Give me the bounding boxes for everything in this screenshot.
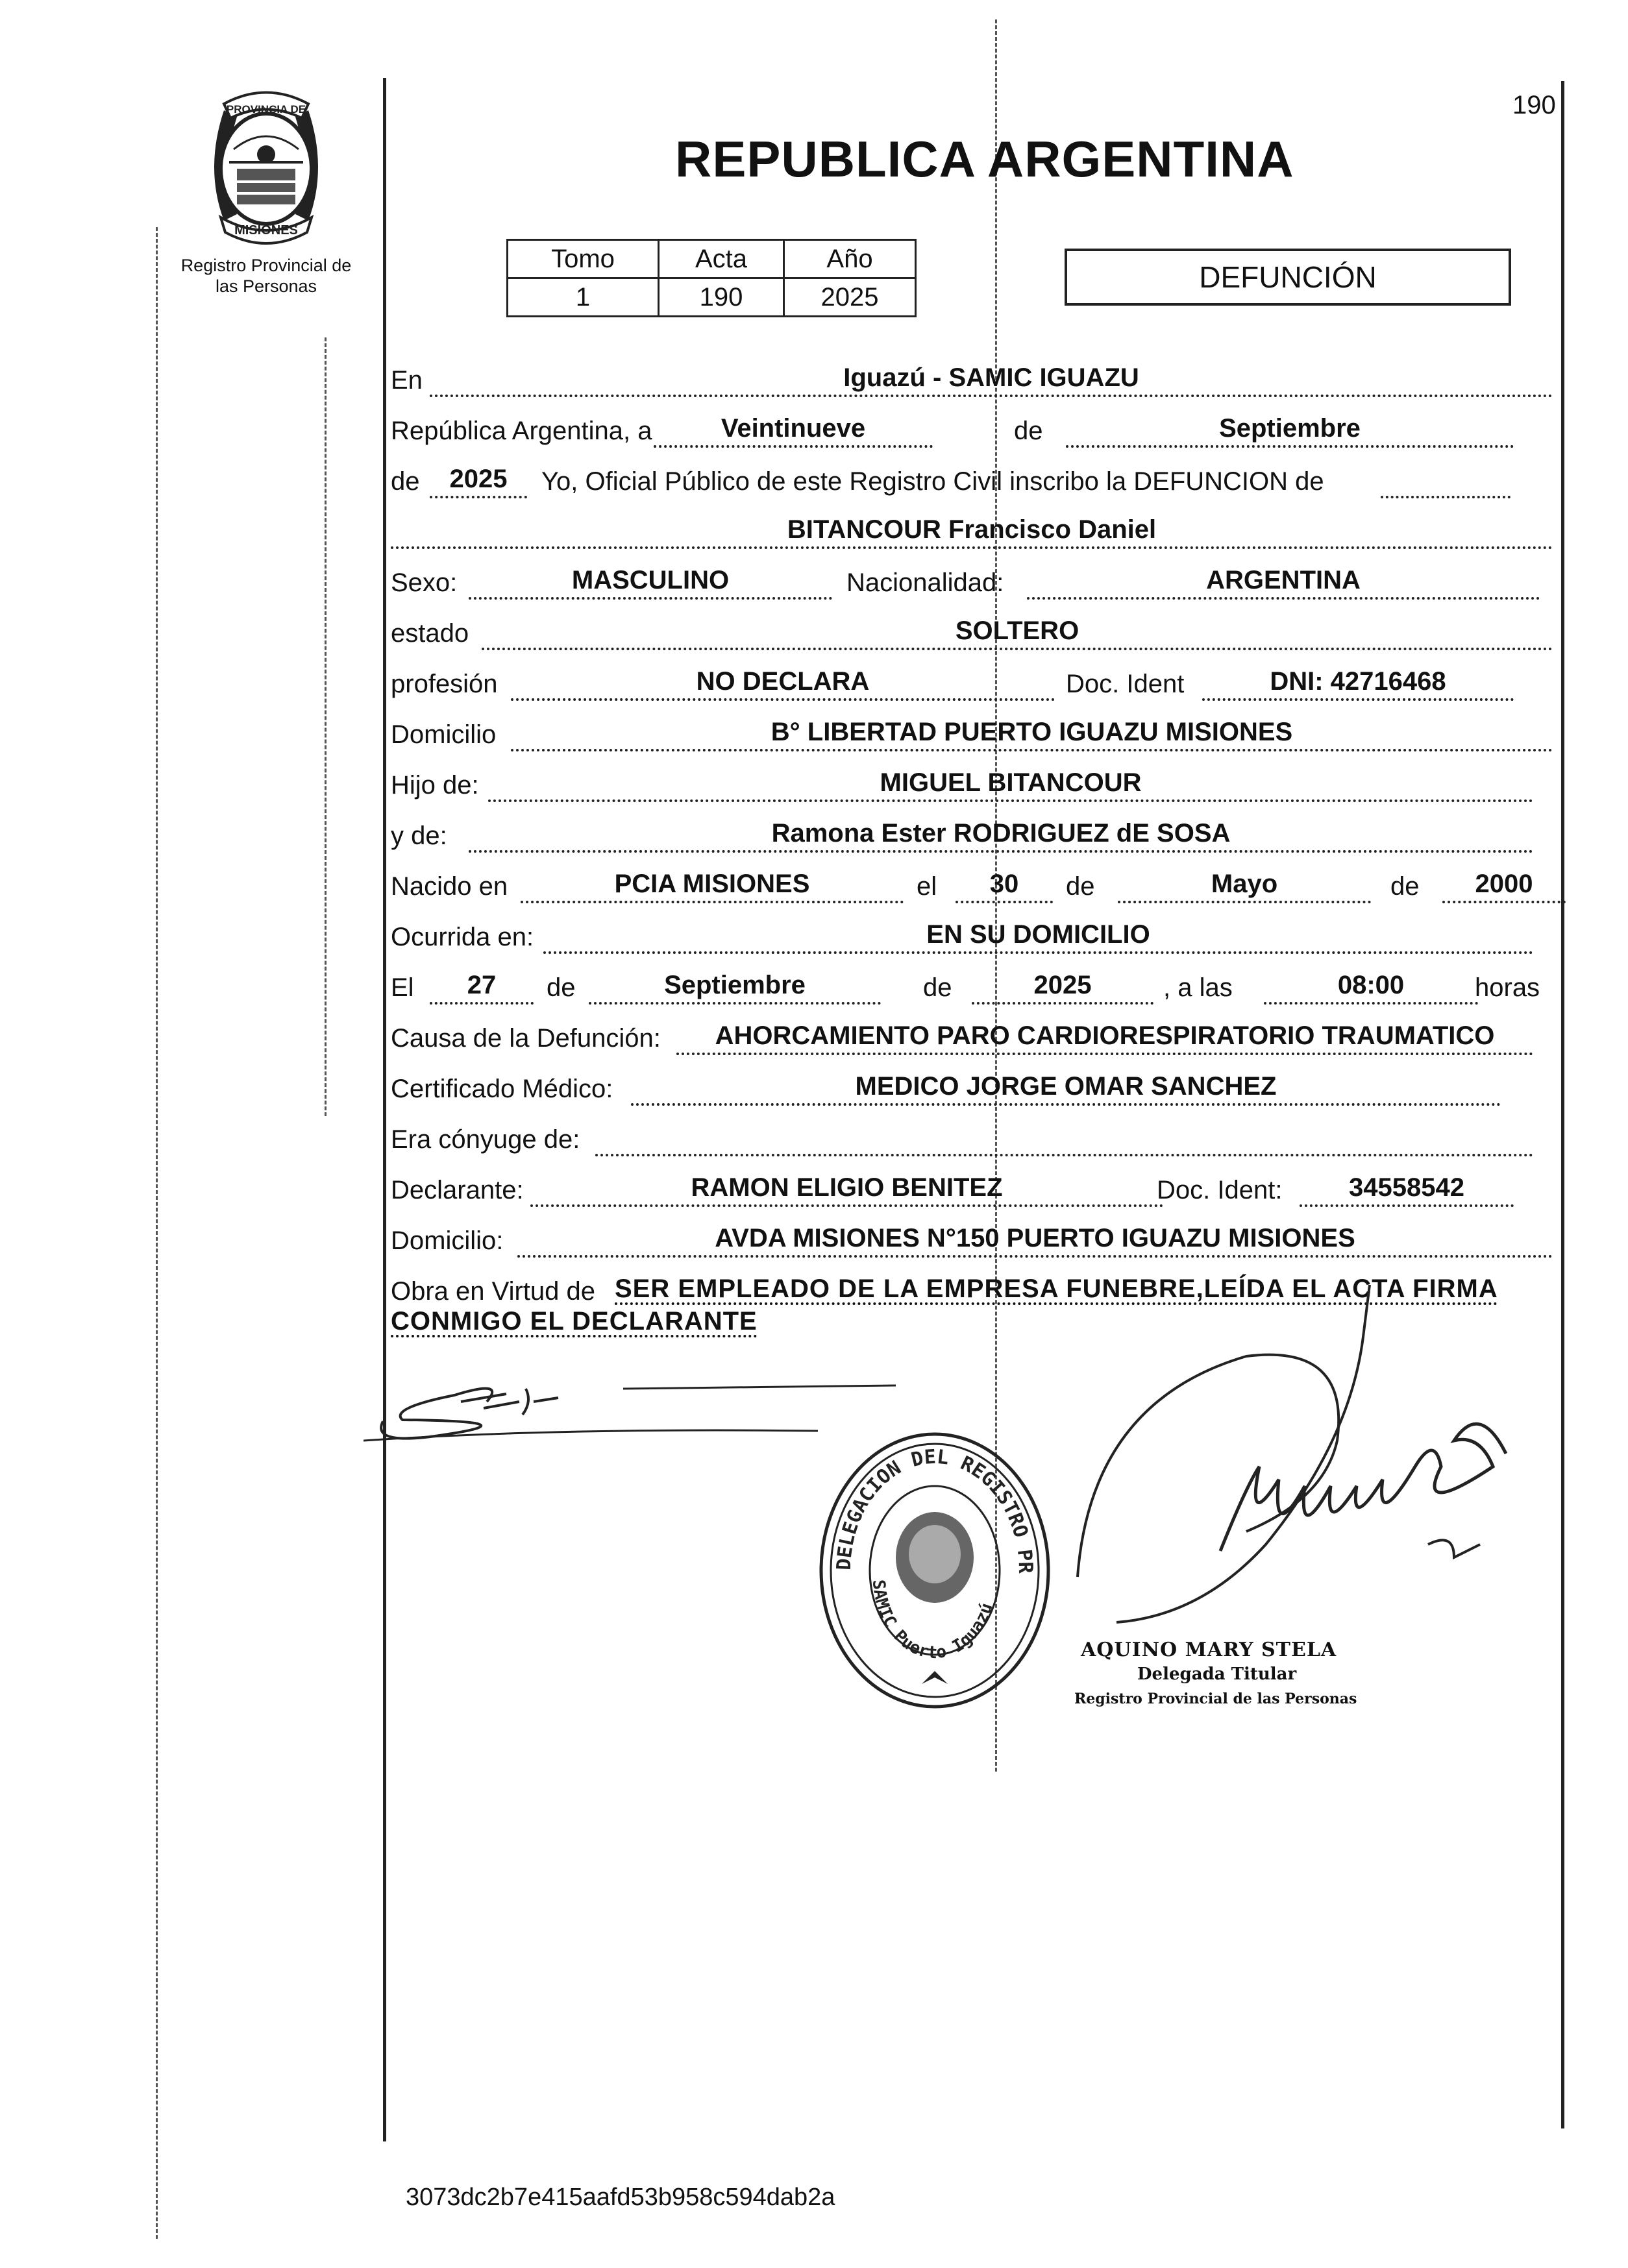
column-header-ano: Año (784, 240, 916, 278)
domicilio-value: B° LIBERTAD PUERTO IGUAZU MISIONES (511, 713, 1553, 751)
de-birth-year-label: de (1390, 872, 1420, 901)
row-inscribo (391, 457, 1553, 502)
doc-ident-label: Doc. Ident (1066, 670, 1185, 698)
row-sexo (391, 558, 1553, 604)
hijo-value: MIGUEL BITANCOUR (488, 763, 1533, 802)
row-nacido (391, 862, 1553, 907)
profesion-label: profesión (391, 670, 498, 698)
de-year-label: de (391, 467, 420, 496)
emblem-lettering-bottom: MISIONES (234, 223, 298, 238)
death-time: 08:00 (1264, 966, 1478, 1005)
official-role: Delegada Titular (1137, 1664, 1297, 1684)
certificado-label: Certificado Médico: (391, 1075, 613, 1103)
death-day: 27 (430, 966, 534, 1005)
domicilio-label: Domicilio (391, 720, 497, 749)
de-label: de (1014, 417, 1043, 445)
republica-label: República Argentina, a (391, 417, 652, 445)
sexo-label: Sexo: (391, 568, 458, 597)
el-label: el (917, 872, 937, 901)
row-conyuge (391, 1115, 1553, 1160)
certificado-value: MEDICO JORGE OMAR SANCHEZ (631, 1067, 1501, 1106)
page-number: 190 (1512, 91, 1556, 119)
row-profesion (391, 659, 1553, 705)
seal-outer-text: DELEGACION DEL REGISTRO PR (832, 1445, 1037, 1574)
row-declarante (391, 1165, 1553, 1211)
row-yde (391, 811, 1553, 857)
death-year: 2025 (972, 966, 1153, 1005)
de-death-month-label: de (547, 973, 576, 1002)
record-type-box: DEFUNCIÓN (1065, 249, 1511, 306)
registry-name: Registro Provincial de las Personas (180, 256, 352, 296)
yde-value: Ramona Ester RODRIGUEZ dE SOSA (469, 814, 1533, 853)
inner-guide-marks (325, 337, 327, 1116)
declarante-value: RAMON ELIGIO BENITEZ (530, 1168, 1163, 1207)
decl-doc-label: Doc. Ident: (1157, 1176, 1283, 1204)
de-death-year-label: de (923, 973, 952, 1002)
row-estado (391, 609, 1553, 654)
yde-label: y de: (391, 822, 447, 850)
profesion-value: NO DECLARA (511, 662, 1055, 701)
row-certificado (391, 1064, 1553, 1110)
en-value: Iguazú - SAMIC IGUAZU (430, 358, 1553, 397)
obra-value-line2: CONMIGO EL DECLARANTE (391, 1307, 758, 1335)
ano-value: 2025 (784, 278, 916, 317)
official-name: AQUINO MARY STELA (1081, 1639, 1337, 1661)
death-month: Septiembre (589, 966, 881, 1005)
emblem-lettering-top: PROVINCIA DE (226, 103, 306, 116)
doc-ident-value: DNI: 42716468 (1202, 662, 1514, 701)
column-header-tomo: Tomo (508, 240, 659, 278)
en-label: En (391, 366, 423, 395)
hijo-label: Hijo de: (391, 771, 479, 799)
seal-inner-text: SAMIC Puerto Iguazú (868, 1579, 997, 1663)
year-value: 2025 (430, 459, 527, 498)
obra-label: Obra en Virtud de (391, 1277, 596, 1306)
row-en (391, 356, 1553, 401)
provincial-emblem (198, 84, 334, 247)
left-guide-marks (156, 227, 158, 2239)
obra-value-line1: SER EMPLEADO DE LA EMPRESA FUNEBRE,LEÍDA EL ACTA FIRMA (615, 1274, 1498, 1303)
acta-value: 190 (659, 278, 784, 317)
decl-domicilio-value: AVDA MISIONES N°150 PUERTO IGUAZU MISIONES (517, 1219, 1553, 1258)
causa-label: Causa de la Defunción: (391, 1024, 661, 1053)
birth-day: 30 (956, 864, 1053, 903)
decl-doc-value: 34558542 (1300, 1168, 1514, 1207)
row-causa (391, 1014, 1553, 1059)
left-margin-rule (383, 78, 386, 2141)
birth-year: 2000 (1442, 864, 1566, 903)
inscribo-trailing-dots (1381, 459, 1511, 498)
sexo-value: MASCULINO (469, 561, 832, 600)
row-deceased (391, 507, 1553, 553)
El-label: El (391, 973, 414, 1002)
deceased-name: BITANCOUR Francisco Daniel (391, 510, 1553, 549)
nacionalidad-label: Nacionalidad: (846, 568, 1004, 597)
row-fecha (391, 406, 1553, 452)
decl-domicilio-label: Domicilio: (391, 1226, 504, 1255)
conyuge-label: Era cónyuge de: (391, 1125, 580, 1154)
inscribo-text: Yo, Oficial Público de este Registro Civil inscribo la DEFUNCION de (541, 467, 1324, 496)
column-header-acta: Acta (659, 240, 784, 278)
tomo-value: 1 (508, 278, 659, 317)
row-hijo (391, 761, 1553, 806)
nacido-label: Nacido en (391, 872, 508, 901)
conyuge-value (595, 1117, 1533, 1156)
row-fecha-defuncion (391, 963, 1553, 1008)
document-hash: 3073dc2b7e415aafd53b958c594dab2a (406, 2184, 835, 2211)
declarante-label: Declarante: (391, 1176, 524, 1204)
ocurrida-value: EN SU DOMICILIO (543, 915, 1533, 954)
alas-label: , a las (1163, 973, 1233, 1002)
ocurrida-label: Ocurrida en: (391, 923, 534, 951)
official-seal (811, 1428, 1058, 1713)
causa-value: AHORCAMIENTO PARO CARDIORESPIRATORIO TRAUMATICO (676, 1016, 1533, 1055)
row-ocurrida (391, 912, 1553, 958)
estado-value: SOLTERO (482, 611, 1553, 650)
de-birth-month-label: de (1066, 872, 1095, 901)
day-value: Veintinueve (654, 409, 933, 448)
right-margin-rule (1561, 81, 1564, 2128)
official-signature (1052, 1272, 1545, 1635)
birth-month: Mayo (1118, 864, 1371, 903)
page-title: REPUBLICA ARGENTINA (675, 130, 1294, 188)
horas-label: horas (1475, 973, 1540, 1002)
estado-label: estado (391, 619, 469, 648)
row-decl-domicilio (391, 1216, 1553, 1262)
nacido-value: PCIA MISIONES (521, 864, 904, 903)
record-number-table (506, 239, 917, 317)
official-office: Registro Provincial de las Personas (1074, 1690, 1357, 1707)
nacionalidad-value: ARGENTINA (1027, 561, 1540, 600)
row-domicilio (391, 710, 1553, 755)
month-value: Septiembre (1066, 409, 1514, 448)
